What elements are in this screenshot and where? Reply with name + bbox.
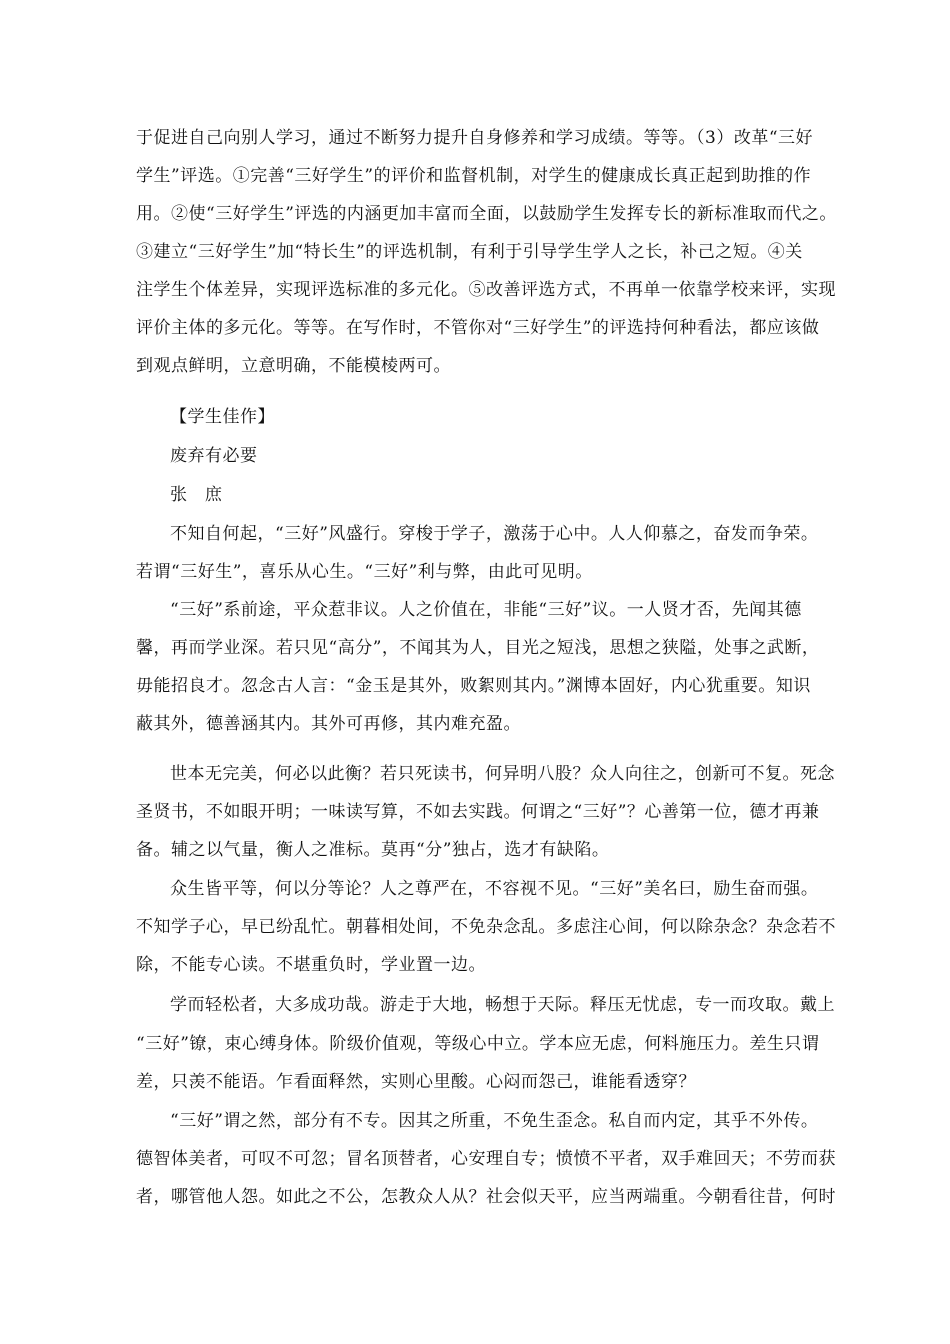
essay-line: 若谓“三好生”，喜乐从心生。“三好”利与弊，由此可见明。 <box>136 562 593 582</box>
essay-line: 众生皆平等，何以分等论？人之尊严在，不容视不见。“三好”美名曰，励生奋而强。 <box>170 879 819 899</box>
essay-line: 毋能招良才。忽念古人言：“金玉是其外，败絮则其内。”渊博本固好，内心犹重要。知识 <box>136 676 811 696</box>
essay-author: 张 庶 <box>170 485 223 505</box>
intro-line: ③建立“三好学生”加“特长生”的评选机制，有利于引导学生学人之长，补己之短。④关 <box>136 242 803 262</box>
essay-line: 备。辅之以气量，衡人之准标。莫再“分”独占，选才有缺陷。 <box>136 840 610 860</box>
essay-line: 学而轻松者，大多成功哉。游走于大地，畅想于天际。释压无忧虑，专一而攻取。戴上 <box>170 995 835 1015</box>
essay-line: 除，不能专心读。不堪重负时，学业置一边。 <box>136 955 486 975</box>
essay-line: 不知学子心，早已纷乱忙。朝暮相处间，不免杂念乱。多虑注心间，何以除杂念？杂念若不 <box>136 917 836 937</box>
intro-line: 于促进自己向别人学习，通过不断努力提升自身修养和学习成绩。等等。（3）改革“三好 <box>136 128 814 148</box>
intro-line: 评价主体的多元化。等等。在写作时，不管你对“三好学生”的评选持何种看法，都应该做 <box>136 318 820 338</box>
essay-line: 世本无完美，何必以此衡？若只死读书，何异明八股？众人向往之，创新可不复。死念 <box>170 764 835 784</box>
essay-line: 者，哪管他人怨。如此之不公，怎教众人从？社会似天平，应当两端重。今朝看往昔，何时 <box>136 1187 836 1207</box>
intro-line: 用。②使“三好学生”评选的内涵更加丰富而全面，以鼓励学生发挥专长的新标准取而代之。 <box>136 204 837 224</box>
essay-line: 圣贤书，不如眼开明；一味读写算，不如去实践。何谓之“三好”？心善第一位，德才再兼 <box>136 802 820 822</box>
essay-line: “三好”系前途，平众惹非议。人之价值在，非能“三好”议。一人贤才否，先闻其德 <box>170 600 802 620</box>
essay-line: “三好”镣，束心缚身体。阶级价值观，等级心中立。学本应无虑，何料施压力。差生只谓 <box>136 1034 820 1054</box>
essay-line: 蔽其外，德善涵其内。其外可再修，其内难充盈。 <box>136 714 521 734</box>
essay-line: 馨，再而学业深。若只见“高分”，不闻其为人，目光之短浅，思想之狭隘，处事之武断， <box>136 638 820 658</box>
essay-line: “三好”谓之然，部分有不专。因其之所重，不免生歪念。私自而内定，其乎不外传。 <box>170 1111 819 1131</box>
intro-line: 到观点鲜明，立意明确，不能模棱两可。 <box>136 356 451 376</box>
essay-line: 差，只羡不能语。乍看面释然，实则心里酸。心闷而怨己，谁能看透穿？ <box>136 1072 696 1092</box>
intro-line: 学生”评选。①完善“三好学生”的评价和监督机制，对学生的健康成长真正起到助推的作 <box>136 166 812 186</box>
essay-title: 废弃有必要 <box>170 446 258 466</box>
essay-line: 德智体美者，可叹不可忽；冒名顶替者，心安理自专；愤愤不平者，双手难回天；不劳而获 <box>136 1149 836 1169</box>
intro-line: 注学生个体差异，实现评选标准的多元化。⑤改善评选方式，不再单一依靠学校来评，实现 <box>136 280 836 300</box>
essay-line: 不知自何起，“三好”风盛行。穿梭于学子，激荡于心中。人人仰慕之，奋发而争荣。 <box>170 524 819 544</box>
section-heading: 【学生佳作】 <box>170 407 275 427</box>
